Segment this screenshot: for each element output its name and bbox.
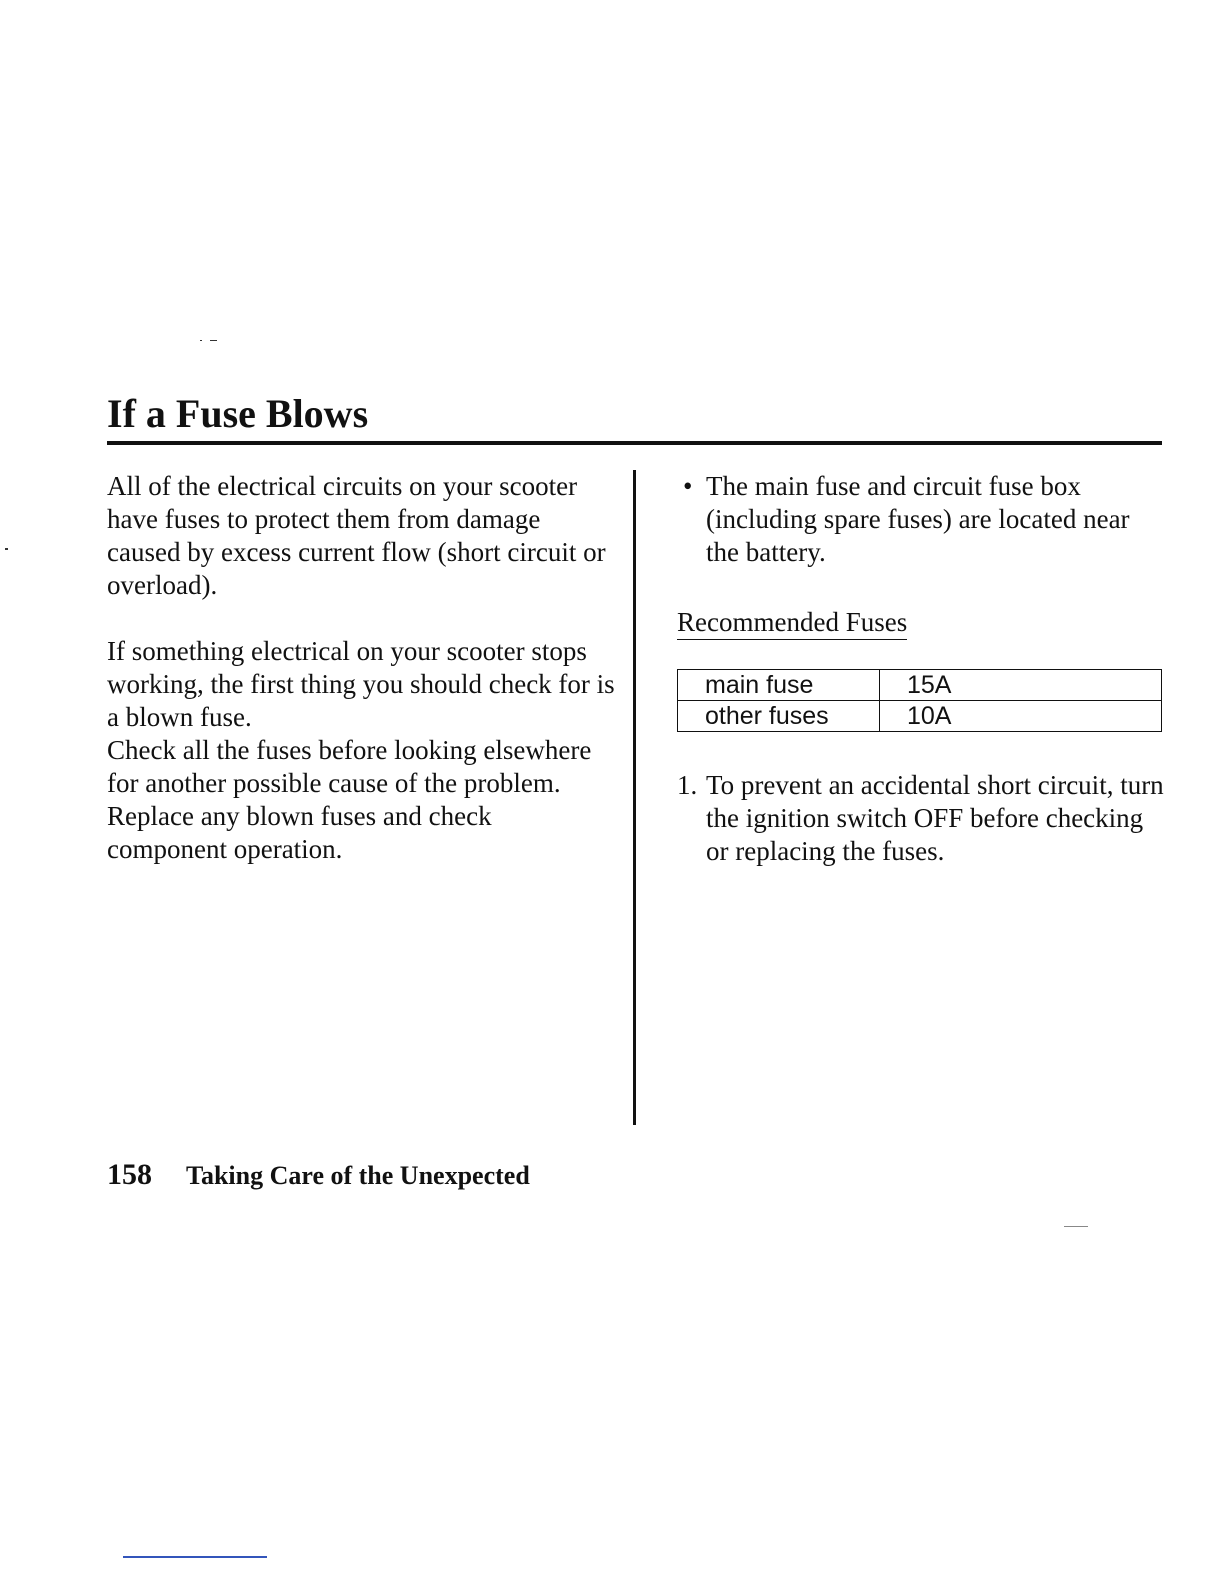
fuse-rating-cell: 15A	[880, 670, 1162, 701]
right-column	[677, 470, 1167, 868]
page-footer	[107, 1158, 530, 1192]
step-1	[677, 769, 1167, 868]
fuse-location-bullet	[677, 470, 1167, 569]
bullet-icon: •	[683, 471, 693, 501]
scan-speck	[200, 340, 202, 341]
page-title: If a Fuse Blows	[107, 391, 369, 436]
fuse-name-cell: main fuse	[678, 670, 880, 701]
footer-section-name: Taking Care of the Unexpected	[186, 1161, 530, 1190]
fuse-rating-cell: 10A	[880, 701, 1162, 732]
page-number: 158	[107, 1158, 152, 1191]
scan-speck	[210, 340, 217, 341]
bottom-rule	[123, 1556, 267, 1558]
recommended-fuses-label: Recommended Fuses	[677, 606, 907, 640]
recommended-fuses-table	[677, 669, 1162, 732]
scan-speck	[5, 548, 8, 550]
fuse-name-cell: other fuses	[678, 701, 880, 732]
fuse-location-text: The main fuse and circuit fuse box (including spare fuses) are located near the battery.	[706, 471, 1130, 567]
table-row	[678, 670, 1162, 701]
step-number: 1.	[677, 770, 698, 800]
scan-speck	[1064, 1226, 1088, 1227]
check-fuses-paragraph: Check all the fuses before looking elsewhere for another possible cause of the problem. Replace any blown fuses and check component operation.	[107, 735, 592, 864]
intro-paragraph: All of the electrical circuits on your scooter have fuses to protect them from damage caused by excess current flow (short circuit or overload).	[107, 471, 606, 600]
step-text: To prevent an accidental short circuit, turn the ignition switch OFF before checking or replacing the fuses.	[706, 770, 1164, 866]
title-underline	[107, 441, 1162, 445]
left-column	[107, 470, 617, 866]
column-divider	[633, 470, 636, 1125]
troubleshooting-paragraph: If something electrical on your scooter stops working, the first thing you should check for is a blown fuse.	[107, 636, 615, 732]
table-row	[678, 701, 1162, 732]
